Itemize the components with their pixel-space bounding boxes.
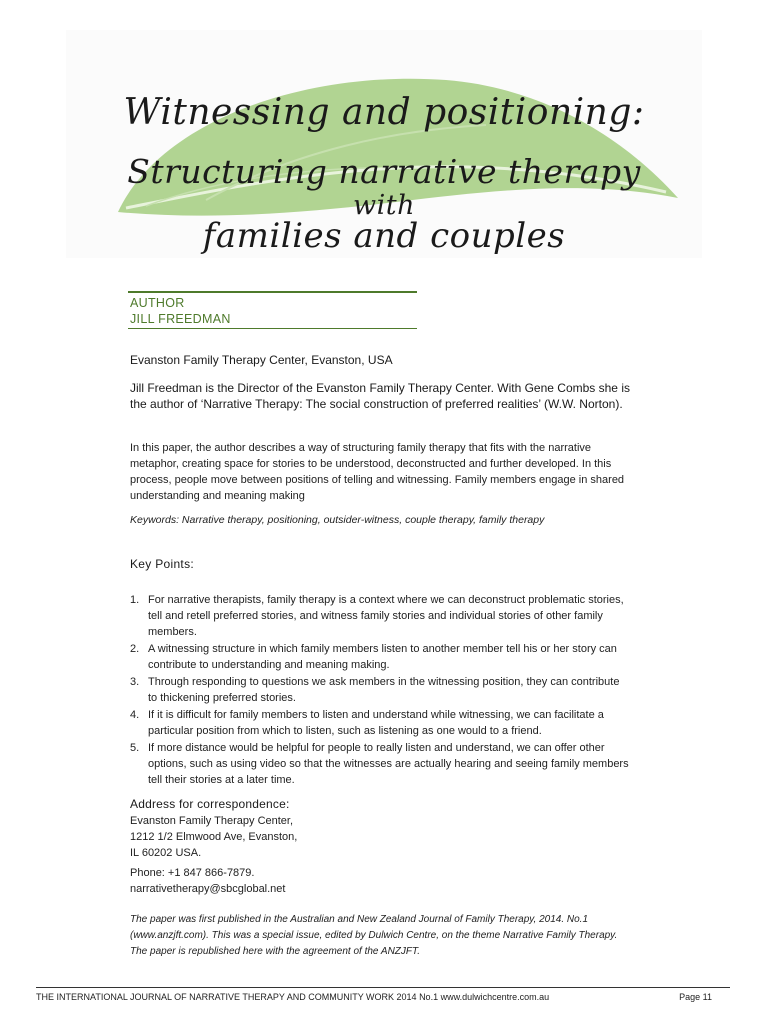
email-link[interactable]: narrativetherapy@sbcglobal.net <box>130 883 286 895</box>
author-bio: Jill Freedman is the Director of the Evanston Family Therapy Center. With Gene Combs she is the author of ‘Narrative Therapy: The social construction of preferred realities’ (W.W. Norton). <box>130 381 630 411</box>
key-point-number: 4. <box>130 709 140 721</box>
page-number: Page 11 <box>679 992 712 1002</box>
title-line-1: Witnessing and positioning: <box>123 92 645 133</box>
title-banner <box>66 30 702 258</box>
key-point-number: 1. <box>130 594 140 606</box>
address-line-1: Evanston Family Therapy Center, <box>130 815 294 827</box>
affiliation: Evanston Family Therapy Center, Evanston, USA <box>130 353 393 367</box>
key-point-text: Through responding to questions we ask members in the witnessing position, they can contribute to thickening preferred stories. <box>148 676 620 704</box>
correspondence-address <box>130 813 297 861</box>
key-point-number: 5. <box>130 742 140 754</box>
footer-rule <box>36 987 730 988</box>
key-point-text: If it is difficult for family members to listen and understand while witnessing, we can facilitate a particular position from which to listen, such as listening as one would to a friend. <box>148 709 604 737</box>
key-point-text: A witnessing structure in which family members listen to another member tell his or her story can contribute to understanding and meaning making. <box>148 643 617 671</box>
phone-number: Phone: +1 847 866-7879. <box>130 867 255 879</box>
title-line-4: families and couples <box>202 216 566 256</box>
address-line-3: IL 60202 USA. <box>130 847 202 859</box>
key-point-item <box>130 740 630 788</box>
title-line-2: Structuring narrative therapy <box>127 152 641 191</box>
publication-note: The paper was first published in the Australian and New Zealand Journal of Family Therapy, 2014. No.1 (www.anzjft.com). This was a special issue, edited by Dulwich Centre, on the theme Narrative Family Therapy. The paper is republished here with the agreement of the ANZJFT. <box>130 914 618 957</box>
key-point-item <box>130 707 630 739</box>
key-points-heading: Key Points: <box>130 557 194 571</box>
key-point-number: 2. <box>130 643 140 655</box>
key-point-number: 3. <box>130 676 140 688</box>
key-point-text: For narrative therapists, family therapy is a context where we can deconstruct problematic stories, tell and retell preferred stories, and witness family stories and individual stories of other family members. <box>148 594 624 638</box>
author-top-rule <box>128 291 417 293</box>
key-point-item <box>130 592 630 640</box>
key-point-item <box>130 674 630 706</box>
key-point-item <box>130 641 630 673</box>
title-line-3: with <box>353 190 415 221</box>
footer-journal: THE INTERNATIONAL JOURNAL OF NARRATIVE THERAPY AND COMMUNITY WORK 2014 No.1 www.dulwichcentre.com.au <box>36 992 550 1002</box>
key-points-list <box>130 592 630 789</box>
author-bottom-rule <box>128 328 417 329</box>
page-footer <box>36 992 712 1002</box>
address-line-2: 1212 1/2 Elmwood Ave, Evanston, <box>130 831 298 843</box>
author-label: AUTHOR <box>130 296 185 310</box>
keywords: Keywords: Narrative therapy, positioning, outsider-witness, couple therapy, family therapy <box>130 514 545 526</box>
key-point-text: If more distance would be helpful for people to really listen and understand, we can offer other options, such as using video so that the witnesses are actually hearing and seeing family members tell their stories at a later time. <box>148 742 629 786</box>
author-name: JILL FREEDMAN <box>130 312 231 326</box>
correspondence-heading: Address for correspondence: <box>130 797 290 811</box>
abstract: In this paper, the author describes a way of structuring family therapy that fits with the narrative metaphor, creating space for stories to be understood, deconstructed and further developed. In this process, people move between positions of telling and witnessing. Family members engage in shared understanding and meaning making <box>130 442 625 502</box>
